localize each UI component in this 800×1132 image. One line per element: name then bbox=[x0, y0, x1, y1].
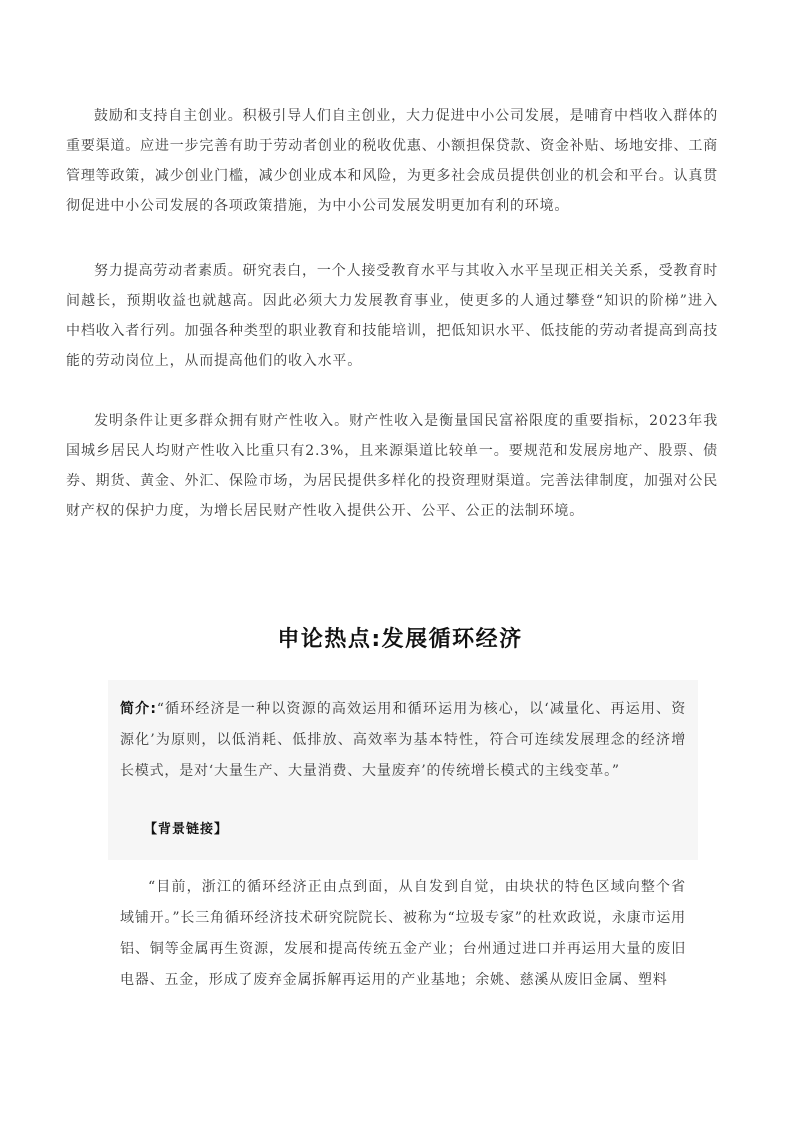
intro-paragraph bbox=[120, 694, 686, 787]
intro-text: “循环经济是一种以资源的高效运用和循环运用为核心，以‘减量化、再运用、资源化’为原则，以低消耗、低排放、高效率为基本特性，符合可连续发展理念的经济增长模式，是对‘大量生产、大量消费、大量废弃’的传统增长模式的主线变革。” bbox=[120, 701, 686, 779]
background-heading: 【背景链接】 bbox=[144, 822, 229, 837]
intro-label: 简介: bbox=[120, 701, 157, 717]
paragraph-entrepreneurship: 鼓励和支持自主创业。积极引导人们自主创业，大力促进中小公司发展，是哺育中档收入群体的重要渠道。应进一步完善有助于劳动者创业的税收优惠、小额担保贷款、资金补贴、场地安排、工商管理等政策，减少创业门槛，减少创业成本和风险，为更多社会成员提供创业的机会和平台。认真贯彻促进中小公司发展的各项政策措施，为中小公司发展发明更加有利的环境。 bbox=[66, 108, 718, 214]
section-title: 申论热点:发展循环经济 bbox=[277, 627, 523, 652]
paragraph-property-income: 发明条件让更多群众拥有财产性收入。财产性收入是衡量国民富裕限度的重要指标，2023年我国城乡居民人均财产性收入比重只有2.3%，且来源渠道比较单一。要规范和发展房地产、股票、债券、期货、黄金、外汇、保险市场，为居民提供多样化的投资理财渠道。完善法律制度，加强对公民财产权的保护力度，为增长居民财产性收入提供公开、公平、公正的法制环境。 bbox=[66, 413, 718, 519]
paragraph-worker-quality: 努力提高劳动者素质。研究表白，一个人接受教育水平与其收入水平呈现正相关关系，受教育时间越长，预期收益也就越高。因此必须大力发展教育事业，使更多的人通过攀登“知识的阶梯”进入中档收入者行列。加强各种类型的职业教育和技能培训，把低知识水平、低技能的劳动者提高到高技能的劳动岗位上，从而提高他们的收入水平。 bbox=[66, 263, 718, 369]
background-paragraph: “目前，浙江的循环经济正由点到面，从自发到自觉，由块状的特色区域向整个省域铺开。”长三角循环经济技术研究院院长、被称为“垃圾专家”的杜欢政说，永康市运用铝、铜等金属再生资源，发展和提高传统五金产业；台州通过进口并再运用大量的废旧电器、五金，形成了废弃金属拆解再运用的产业基地；余姚、慈溪从废旧金属、塑料 bbox=[120, 879, 686, 988]
